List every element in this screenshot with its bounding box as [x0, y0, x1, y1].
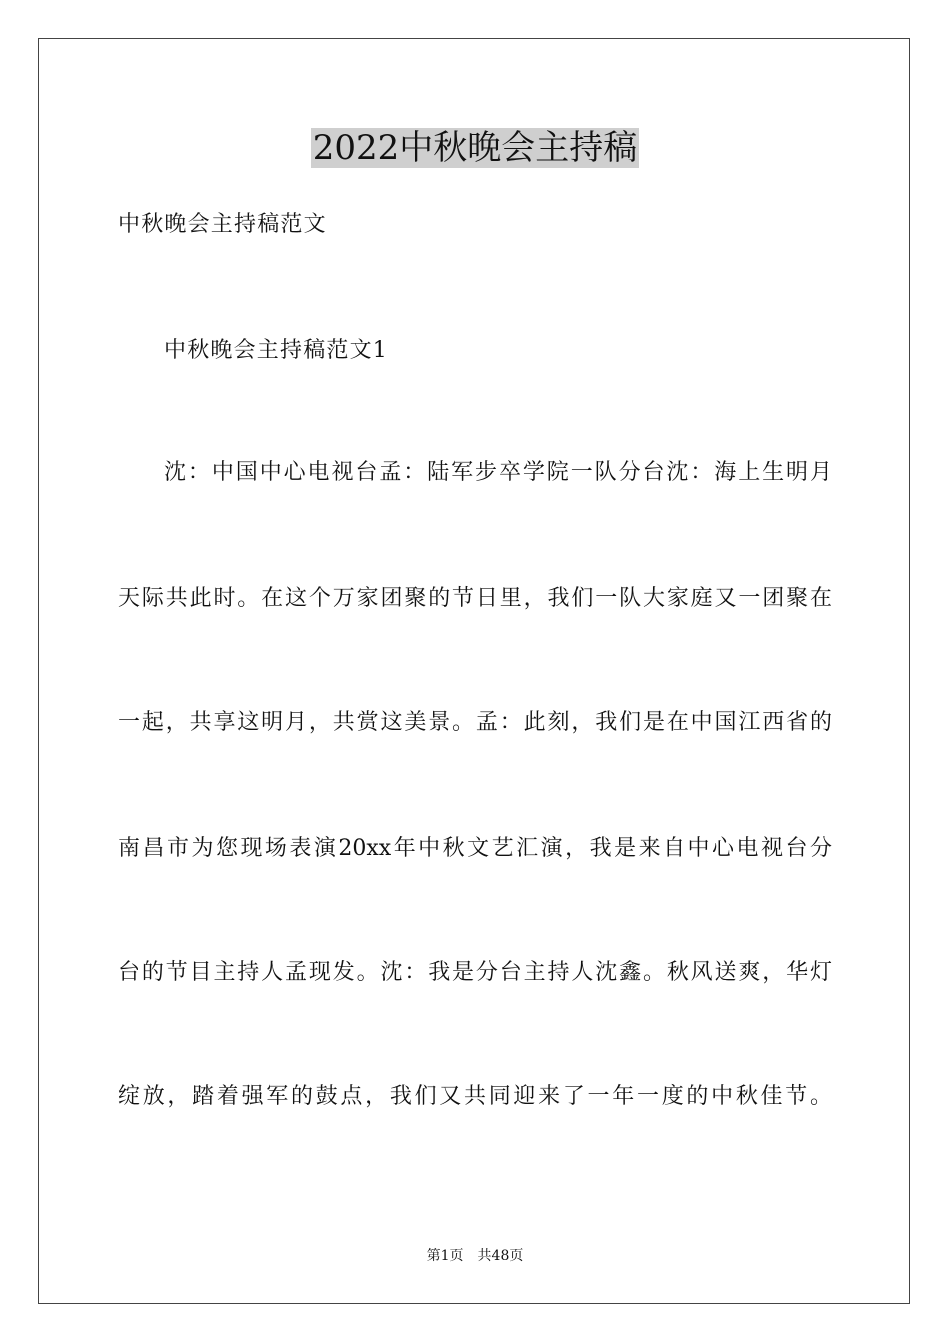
page-footer	[0, 1246, 950, 1266]
document-title-text: 2022中秋晚会主持稿	[312, 128, 638, 168]
body-line: 南昌市为您现场表演20xx年中秋文艺汇演，我是来自中心电视台分	[118, 836, 832, 861]
section-heading: 中秋晚会主持稿范文1	[164, 338, 388, 363]
body-line: 沈：中国中心电视台孟：陆军步卒学院一队分台沈：海上生明月	[164, 460, 832, 485]
page-number: 第1页	[426, 1248, 464, 1264]
body-line: 一起，共享这明月，共赏这美景。孟：此刻，我们是在中国江西省的	[118, 710, 832, 735]
body-line: 天际共此时。在这个万家团聚的节日里，我们一队大家庭又一团聚在	[118, 586, 832, 611]
body-line: 台的节目主持人孟现发。沈：我是分台主持人沈鑫。秋风送爽，华灯	[118, 960, 832, 985]
page-total: 共48页	[477, 1248, 524, 1264]
document-subtitle: 中秋晚会主持稿范文	[118, 212, 327, 237]
document-title	[0, 124, 950, 172]
body-line: 绽放，踏着强军的鼓点，我们又共同迎来了一年一度的中秋佳节。	[118, 1084, 832, 1109]
